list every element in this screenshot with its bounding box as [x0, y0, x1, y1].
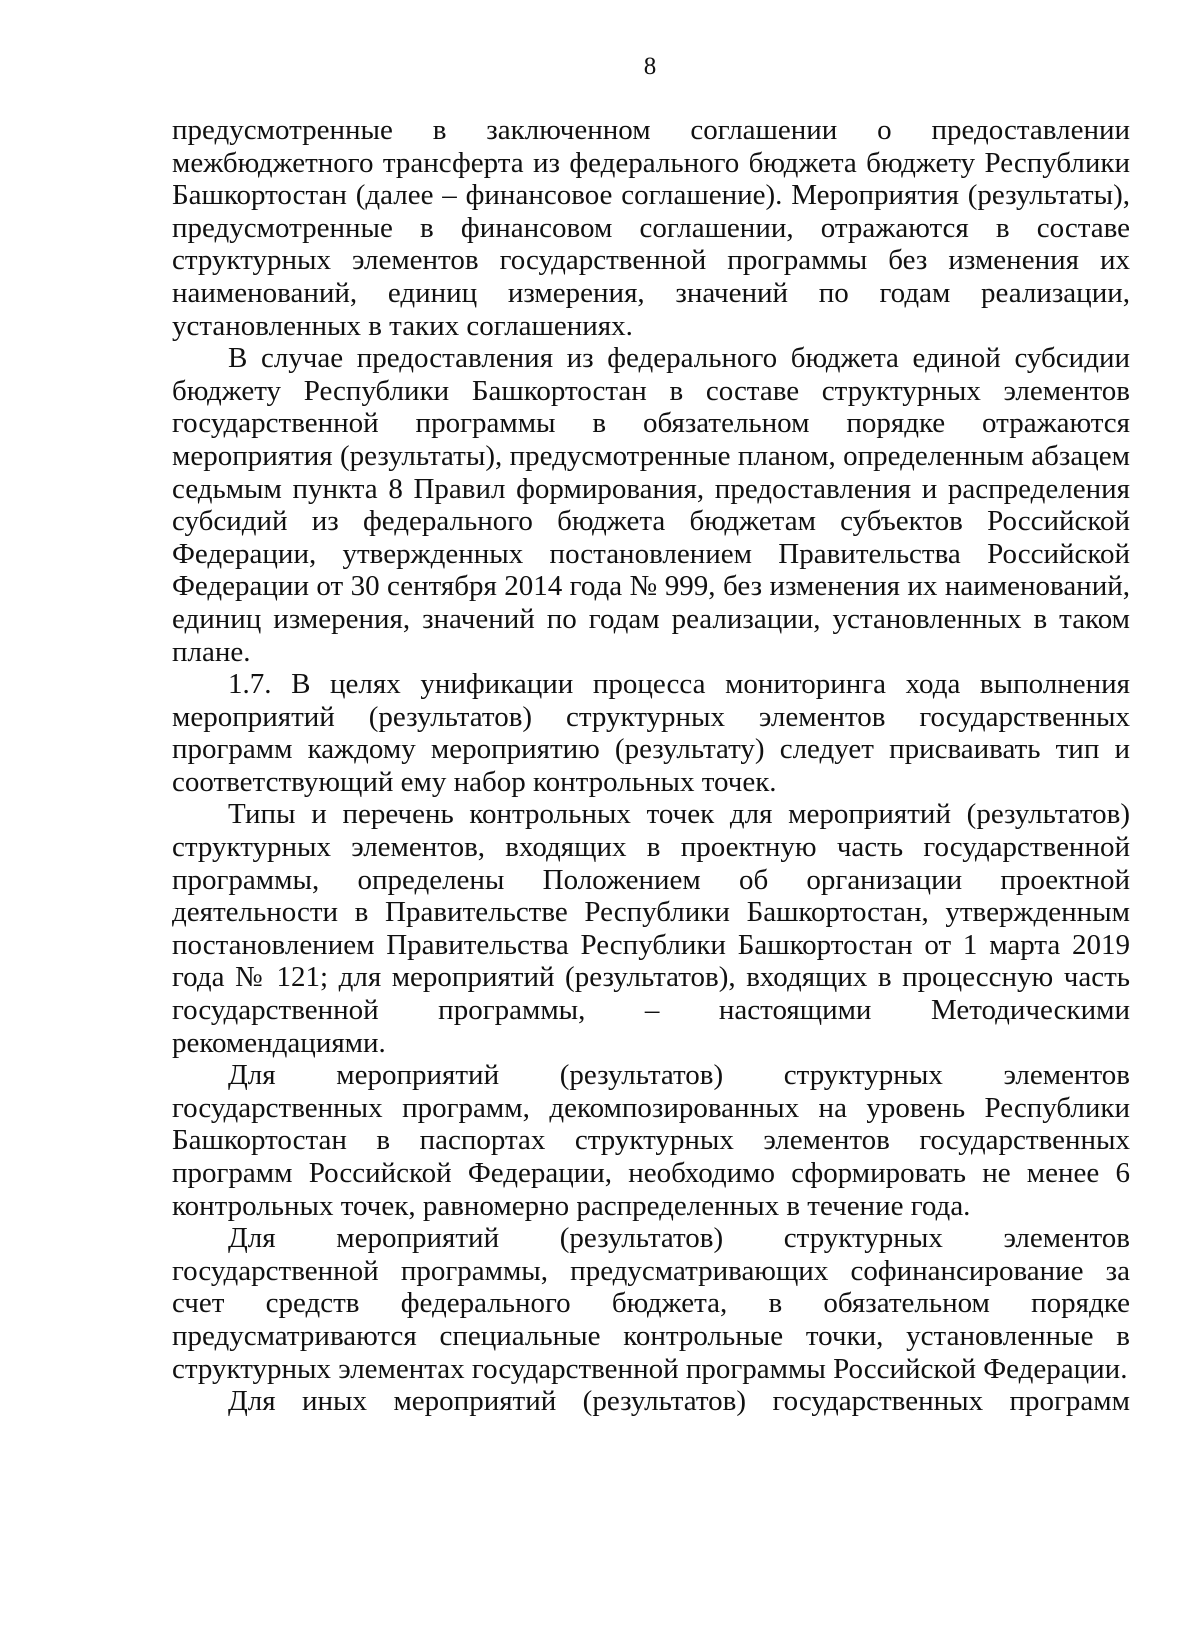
paragraph-cofinancing: Для мероприятий (результатов) структурных элементов государственной программы, предусматривающих софинансирование за счет средств федерального бюджета, в обязательном порядке предусматриваются специальные контрольные точки, установленные в структурных элементах государственной программы Российской Федерации.	[172, 1222, 1130, 1385]
page-number: 8	[643, 53, 657, 80]
paragraph-section-1-7: 1.7. В целях унификации процесса мониторинга хода выполнения мероприятий (результатов) структурных элементов государственных программ каждому мероприятию (результату) следует присваивать тип и соответствующий ему набор контрольных точек.	[172, 668, 1130, 798]
paragraph-other-measures: Для иных мероприятий (результатов) государственных программ	[228, 1385, 1130, 1418]
paragraph-checkpoint-types: Типы и перечень контрольных точек для мероприятий (результатов) структурных элементов, входящих в проектную часть государственной программы, определены Положением об организации проектной деятельности в Правительстве Республики Башкортостан, утвержденным постановлением Правительства Республики Башкортостан от 1 марта 2019 года № 121; для мероприятий (результатов), входящих в процессную часть государственной программы, – настоящими Методическими рекомендациями.	[172, 798, 1130, 1059]
paragraph-decomposed-measures: Для мероприятий (результатов) структурных элементов государственных программ, декомпозированных на уровень Республики Башкортостан в паспортах структурных элементов государственных программ Российской Федерации, необходимо сформировать не менее 6 контрольных точек, равномерно распределенных в течение года.	[172, 1059, 1130, 1222]
document-body	[172, 114, 1130, 1418]
paragraph-single-subsidy: В случае предоставления из федерального бюджета единой субсидии бюджету Республики Башкортостан в составе структурных элементов государственной программы в обязательном порядке отражаются мероприятия (результаты), предусмотренные планом, определенным абзацем седьмым пункта 8 Правил формирования, предоставления и распределения субсидий из федерального бюджета бюджетам субъектов Российской Федерации, утвержденных постановлением Правительства Российской Федерации от 30 сентября 2014 года № 999, без изменения их наименований, единиц измерения, значений по годам реализации, установленных в таком плане.	[172, 342, 1130, 668]
paragraph-continuation: предусмотренные в заключенном соглашении о предоставлении межбюджетного трансферта из федерального бюджета бюджету Республики Башкортостан (далее – финансовое соглашение). Мероприятия (результаты), предусмотренные в финансовом соглашении, отражаются в составе структурных элементов государственной программы без изменения их наименований, единиц измерения, значений по годам реализации, установленных в таких соглашениях.	[172, 114, 1130, 342]
